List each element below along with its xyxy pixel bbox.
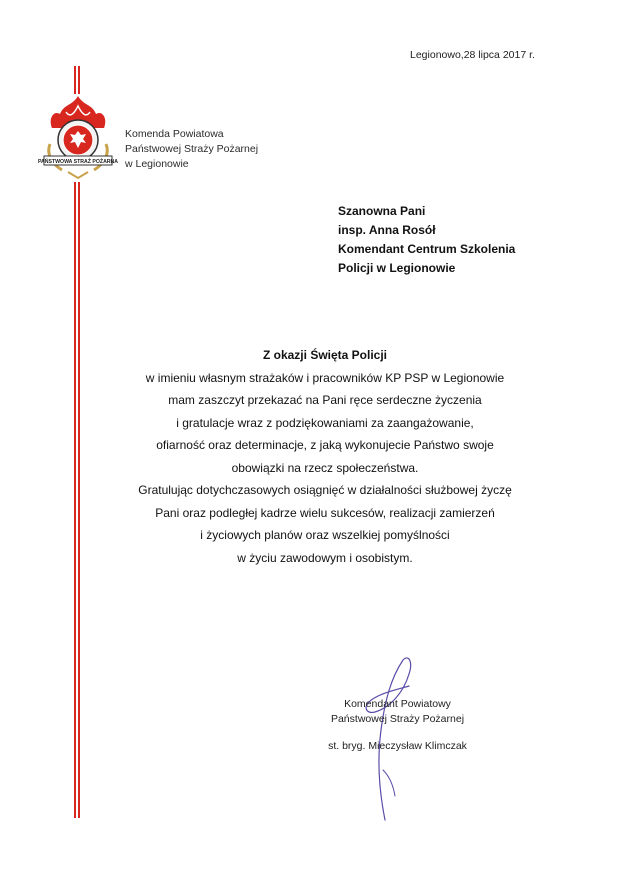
org-line: Komenda Powiatowa bbox=[125, 128, 224, 140]
left-rail-top-inner bbox=[78, 66, 80, 94]
signatory-block bbox=[300, 697, 495, 754]
fire-service-emblem-icon bbox=[38, 92, 118, 182]
addressee-line: Komendant Centrum Szkolenia bbox=[338, 242, 516, 256]
emblem-banner-text: PAŃSTWOWA STRAŻ POŻARNA bbox=[38, 159, 118, 165]
signatory-name: st. bryg. Mieczysław Klimczak bbox=[328, 740, 467, 752]
body-line: i gratulacje wraz z podziękowaniami za zaangażowanie, bbox=[176, 415, 474, 430]
body-line: w imieniu własnym strażaków i pracowników KP PSP w Legionowie bbox=[145, 370, 505, 385]
org-line: w Legionowie bbox=[125, 158, 189, 170]
body-line: w życiu zawodowym i osobistym. bbox=[237, 550, 413, 565]
signatory-title: Państwowej Straży Pożarnej bbox=[330, 713, 465, 725]
addressee-line: insp. Anna Rosół bbox=[338, 223, 436, 237]
body-line: Gratulując dotychczasowych osiągnięć w działalności służbowej życzę bbox=[138, 483, 512, 497]
body-line: obowiązki na rzecz społeczeństwa. bbox=[231, 460, 419, 475]
addressee-block bbox=[338, 202, 515, 278]
organization-name bbox=[125, 127, 258, 172]
body-line: i życiowych planów oraz wszelkiej pomyślności bbox=[200, 528, 450, 542]
body-line: ofiarność oraz determinacje, z jaką wykonujecie Państwo swoje bbox=[156, 438, 494, 452]
letter-body bbox=[90, 344, 560, 569]
addressee-line: Szanowna Pani bbox=[338, 204, 426, 218]
org-line: Państwowej Straży Pożarnej bbox=[125, 143, 259, 155]
left-rail-outer bbox=[74, 182, 76, 818]
addressee-line: Policji w Legionowie bbox=[338, 261, 456, 275]
body-line: Pani oraz podległej kadrze wielu sukcesów, realizacji zamierzeń bbox=[155, 505, 495, 520]
left-rail-inner bbox=[78, 182, 80, 818]
letter-heading: Z okazji Święta Policji bbox=[262, 348, 388, 362]
left-rail-top-outer bbox=[74, 66, 76, 94]
letter-date: Legionowo,28 lipca 2017 r. bbox=[410, 49, 535, 61]
body-line: mam zaszczyt przekazać na Pani ręce serdeczne życzenia bbox=[168, 393, 482, 407]
signatory-title: Komendant Powiatowy bbox=[344, 698, 451, 710]
